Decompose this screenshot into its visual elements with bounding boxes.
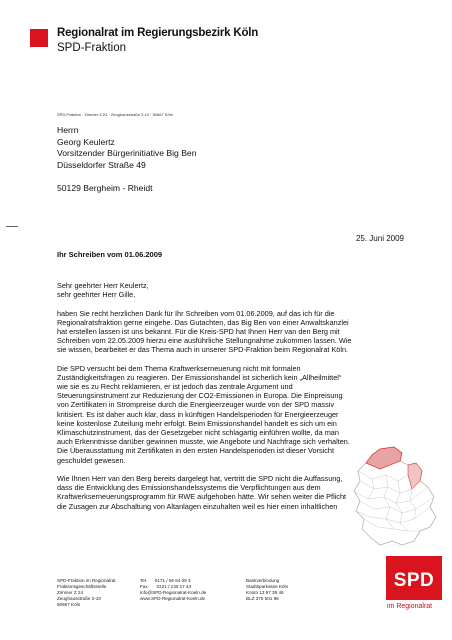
letter-subject: Ihr Schreiben vom 01.06.2009 bbox=[57, 250, 163, 259]
recipient-line bbox=[57, 171, 197, 183]
body-line: auch Erkenntnisse darüber gewinnen musste, wie Angebote und Nachfrage sich verhalten. bbox=[57, 437, 350, 447]
letter-date: 25. Juni 2009 bbox=[355, 234, 404, 243]
body-line: kritisiert. Es ist daher auch klar, dass in künftigen Handelsperioden für Energieerzeuger bbox=[57, 409, 339, 419]
paragraph-gap bbox=[57, 299, 407, 308]
body-line: Die Überausstattung mit Zertifikaten in den ersten Handelsperioden ist dieser Vorsicht bbox=[57, 446, 335, 456]
footer-line: Tel. 0171 / 56 64 09 3 bbox=[140, 578, 191, 583]
body-line: Schreiben vom 22.05.2009 hierzu eine ausführliche Stellungnahme zukommen lassen. Wie bbox=[57, 336, 352, 346]
spd-logo-text: SPD bbox=[393, 570, 435, 591]
paragraph-gap bbox=[57, 355, 407, 364]
footer-address bbox=[57, 578, 115, 608]
body-line: sehr geehrter Herr Gille, bbox=[57, 290, 136, 300]
body-line: dass die Entwicklung des Emissionshandelssystems die Verpflichtungen aus dem bbox=[57, 483, 321, 493]
footer-line: Stadtsparkasse Köln bbox=[246, 583, 289, 589]
spd-logo-subtitle: im Regionalrat bbox=[387, 603, 433, 610]
body-line: Kraftwerkserneuerungsprogramm für RWE aufgehoben hätte. Wir sehen weiter die Pflicht bbox=[57, 492, 347, 502]
body-line: Die SPD versucht bei dem Thema Kraftwerkserneuerung nicht mit formalen bbox=[57, 363, 301, 373]
recipient-line: Vorsitzender Bürgerinitiative Big Ben bbox=[57, 148, 197, 158]
recipient-line: Georg Keulertz bbox=[57, 136, 115, 147]
body-line: geschuldet gewesen. bbox=[57, 455, 126, 465]
body-line: Sehr geehrter Herr Keulertz, bbox=[57, 281, 149, 290]
footer-bank bbox=[246, 578, 288, 602]
body-line: hat erstellen lassen ist uns bekannt. Für die Kreis-SPD hat Ihnen Herr van den Berg mit bbox=[57, 326, 340, 336]
body-line: Wie Ihnen Herr van den Berg bereits dargelegt hat, vertritt die SPD nicht die Auffassung, bbox=[57, 473, 343, 483]
header-org: Regionalrat im Regierungsbezirk Köln bbox=[57, 27, 259, 39]
sender-line: SPD-Fraktion · Zimmer Z 24 · Zeughausstraße 2-10 · 50667 Köln bbox=[57, 112, 173, 117]
footer-line: Bankverbindung bbox=[246, 578, 280, 583]
footer-line: Konto 13 97 39 46 bbox=[246, 589, 284, 595]
body-line: sie wissen, bearbeitet er das Thema auch in unserer SPD-Fraktion beim Regionalrat Köln. bbox=[57, 345, 349, 355]
logo-square-icon bbox=[30, 29, 48, 47]
footer-line: BLZ 370 501 98 bbox=[246, 595, 279, 601]
footer-line: Fax 0221 / 130 17 43 bbox=[140, 583, 192, 589]
footer-contact bbox=[140, 578, 206, 602]
spd-logo bbox=[386, 556, 442, 600]
recipient-line: 50129 Bergheim - Rheidt bbox=[57, 182, 153, 193]
footer-website-link[interactable]: www.SPD-Regionalrat-Koeln.de bbox=[140, 595, 206, 601]
body-line: Zuständigkeitsfragen zu reagieren. Der Emissionshandel ist sicherlich kein „Allheilmittel“ bbox=[57, 372, 342, 382]
fold-mark bbox=[6, 226, 18, 227]
body-line: die Zusagen zur Abschaltung von Altanlagen einzuhalten weil es hier einen inhaltlichen bbox=[57, 501, 338, 511]
body-line: Steuerungsinstrument zur Reduzierung der CO2-Emissionen in Europa. Die Einpreisung bbox=[57, 391, 343, 401]
footer-line: Fraktionsgeschäftsstelle bbox=[57, 583, 107, 589]
recipient-line: Herrn bbox=[57, 125, 79, 135]
body-line: von Zertifikaten in Strompreise durch die Energieerzeuger wurde von der SPD massiv bbox=[57, 400, 335, 410]
footer-line: SPD-Fraktion im Regionalrat bbox=[57, 578, 116, 583]
footer-email-link[interactable]: info@SPD-Regionalrat-Koeln.de bbox=[140, 589, 207, 595]
footer-line: Zimmer Z 24 bbox=[57, 589, 84, 595]
region-map-icon bbox=[350, 445, 442, 555]
recipient-line: Düsseldorfer Straße 49 bbox=[57, 159, 146, 170]
footer-line: 50667 Köln bbox=[57, 601, 81, 607]
body-line: haben Sie recht herzlichen Dank für Ihr Schreiben vom 01.06.2009, auf das ich für die bbox=[57, 308, 335, 318]
body-line: keine kostenlose Zuteilung mehr erfolgt. Beim Emissionshandel handelt es sich um ein bbox=[57, 418, 337, 428]
recipient-address bbox=[57, 125, 197, 194]
header-fraction: SPD-Fraktion bbox=[57, 42, 127, 54]
body-line: wie sie es zu Recht reklamieren, er ist jedoch das zentrale Argument und bbox=[57, 382, 293, 392]
body-line: Klimaschutzinstrument, das der Gesetzgeber nicht schlagartig einführen wollte, da man bbox=[57, 428, 339, 437]
footer-line: Zeughausstraße 2-10 bbox=[57, 595, 101, 601]
body-line: Regionalratsfraktion gerne eingehe. Das Gutachten, das Big Ben von einer Anwaltskanzlei bbox=[57, 317, 349, 327]
